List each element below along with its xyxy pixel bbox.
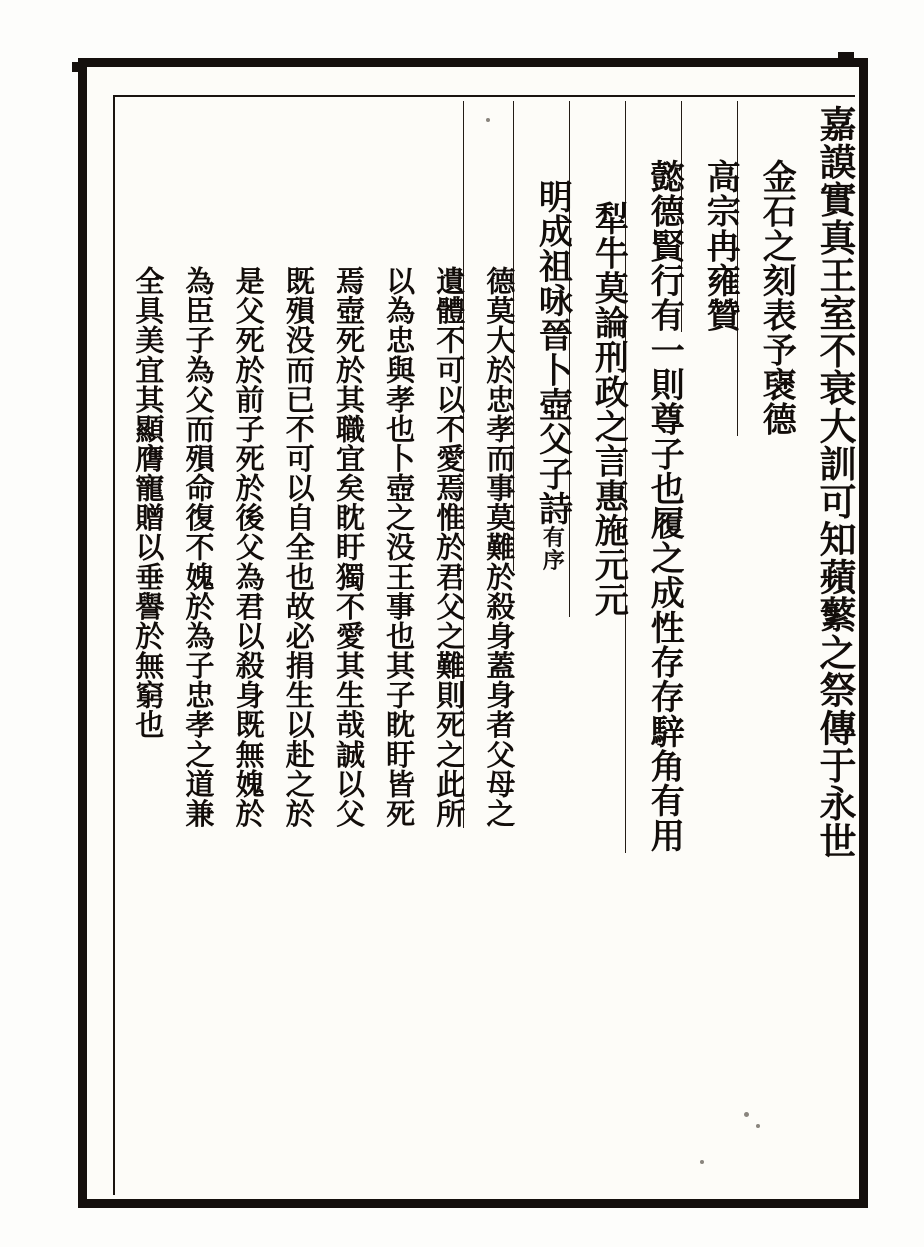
text-column-3-heading: 高宗冉雍贊	[681, 101, 737, 332]
text-column-5: 犁牛莫論刑政之言惠施元元	[569, 101, 625, 617]
text-column-1: 嘉謨實真王室不衰大訓可知蘋蘩之祭傳于永世	[813, 105, 857, 860]
text-column-11: 既殞没而已不可以自全也故必捐生以赴之於	[281, 266, 316, 829]
text-column-6-title	[513, 101, 573, 572]
text-column-2-heading: 金石之刻表予襃德	[737, 101, 793, 436]
scan-speck	[700, 1160, 704, 1164]
text-column-7: 德莫大於忠孝而事莫難於殺身蓋身者父母之	[463, 101, 513, 828]
poem-title-annotation: 有序	[539, 525, 566, 572]
scan-speck	[744, 1112, 749, 1117]
scan-speck	[486, 118, 490, 122]
text-column-4: 懿德賢行有一則尊子也履之成性存存騂角有用	[625, 101, 681, 853]
text-column-10: 焉壺死於其職宜矣眈盱獨不愛其生哉誠以父	[331, 266, 366, 829]
text-column-12: 是父死於前子死於後父為君以殺身既無媿於	[231, 266, 266, 829]
scan-speck	[756, 1124, 760, 1128]
text-column-9: 以為忠與孝也卜壺之没王事也其子眈盱皆死	[382, 266, 417, 829]
text-column-13: 為臣子為父而殞命復不媿於為子忠孝之道兼	[181, 266, 216, 829]
poem-title-text: 明成祖咏晉卜壺父子詩	[532, 179, 573, 526]
text-column-container	[117, 101, 857, 1193]
text-column-8: 遺體不可以不愛焉惟於君父之難則死之此所	[432, 266, 467, 829]
text-column-14: 全具美宜其顯膺寵贈以垂譽於無窮也	[131, 266, 166, 740]
woodblock-frame	[78, 58, 868, 1208]
